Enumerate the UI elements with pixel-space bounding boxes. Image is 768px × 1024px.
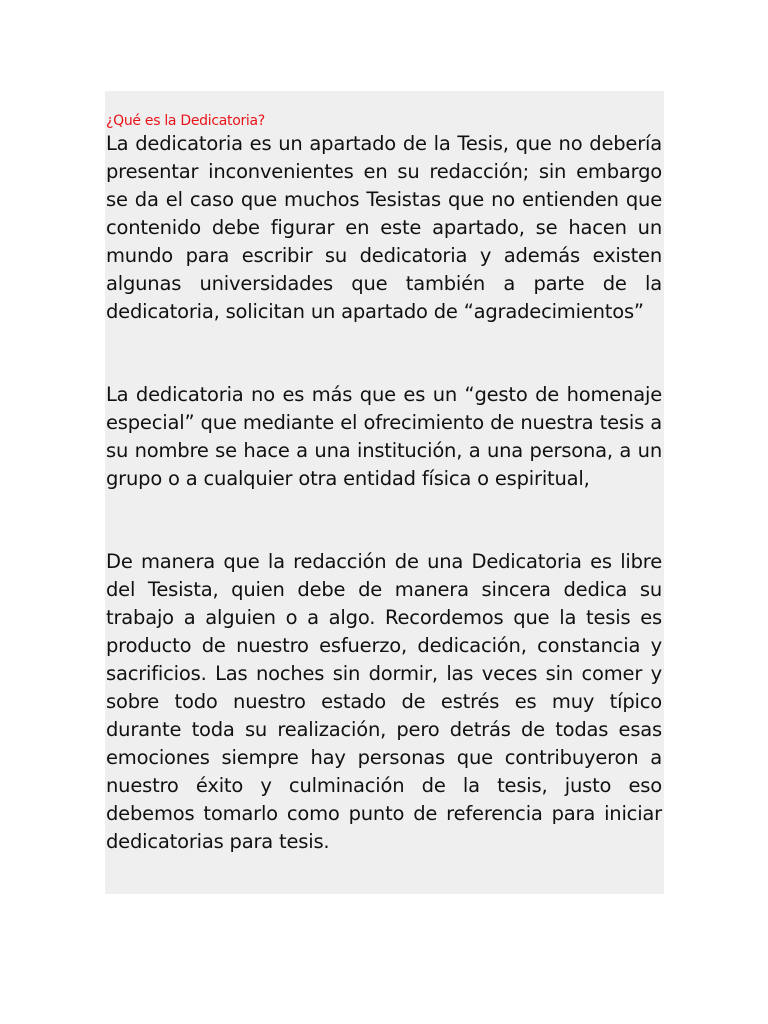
paragraph-1: La dedicatoria es un apartado de la Tesis, que no debería presentar inconvenientes en su redacción; sin embargo se da el caso que muchos Tesistas que no entienden que contenido debe figurar en este apartado, se hacen un mundo para escribir su dedicatoria y además existen algunas universidades que también a parte de la dedicatoria, solicitan un apartado de “agradecimientos”	[106, 132, 662, 323]
paragraph-3: De manera que la redacción de una Dedicatoria es libre del Tesista, quien debe de manera sincera dedica su trabajo a alguien o a algo. Recordemos que la tesis es producto de nuestro esfuerzo, dedicación, constancia y sacrificios. Las noches sin dormir, las veces sin comer y sobre todo nuestro estado de estrés es muy típico durante toda su realización, pero detrás de todas esas emociones siempre hay personas que contribuyeron a nuestro éxito y culminación de la tesis, justo eso debemos tomarlo como punto de referencia para iniciar dedicatorias para tesis.	[106, 550, 662, 853]
section-heading: ¿Qué es la Dedicatoria?	[106, 113, 265, 129]
content-block	[105, 91, 664, 894]
paragraph-2: La dedicatoria no es más que es un “gesto de homenaje especial” que mediante el ofrecimiento de nuestra tesis a su nombre se hace a una institución, a una persona, a un grupo o a cualquier otra entidad física o espiritual,	[106, 383, 662, 490]
